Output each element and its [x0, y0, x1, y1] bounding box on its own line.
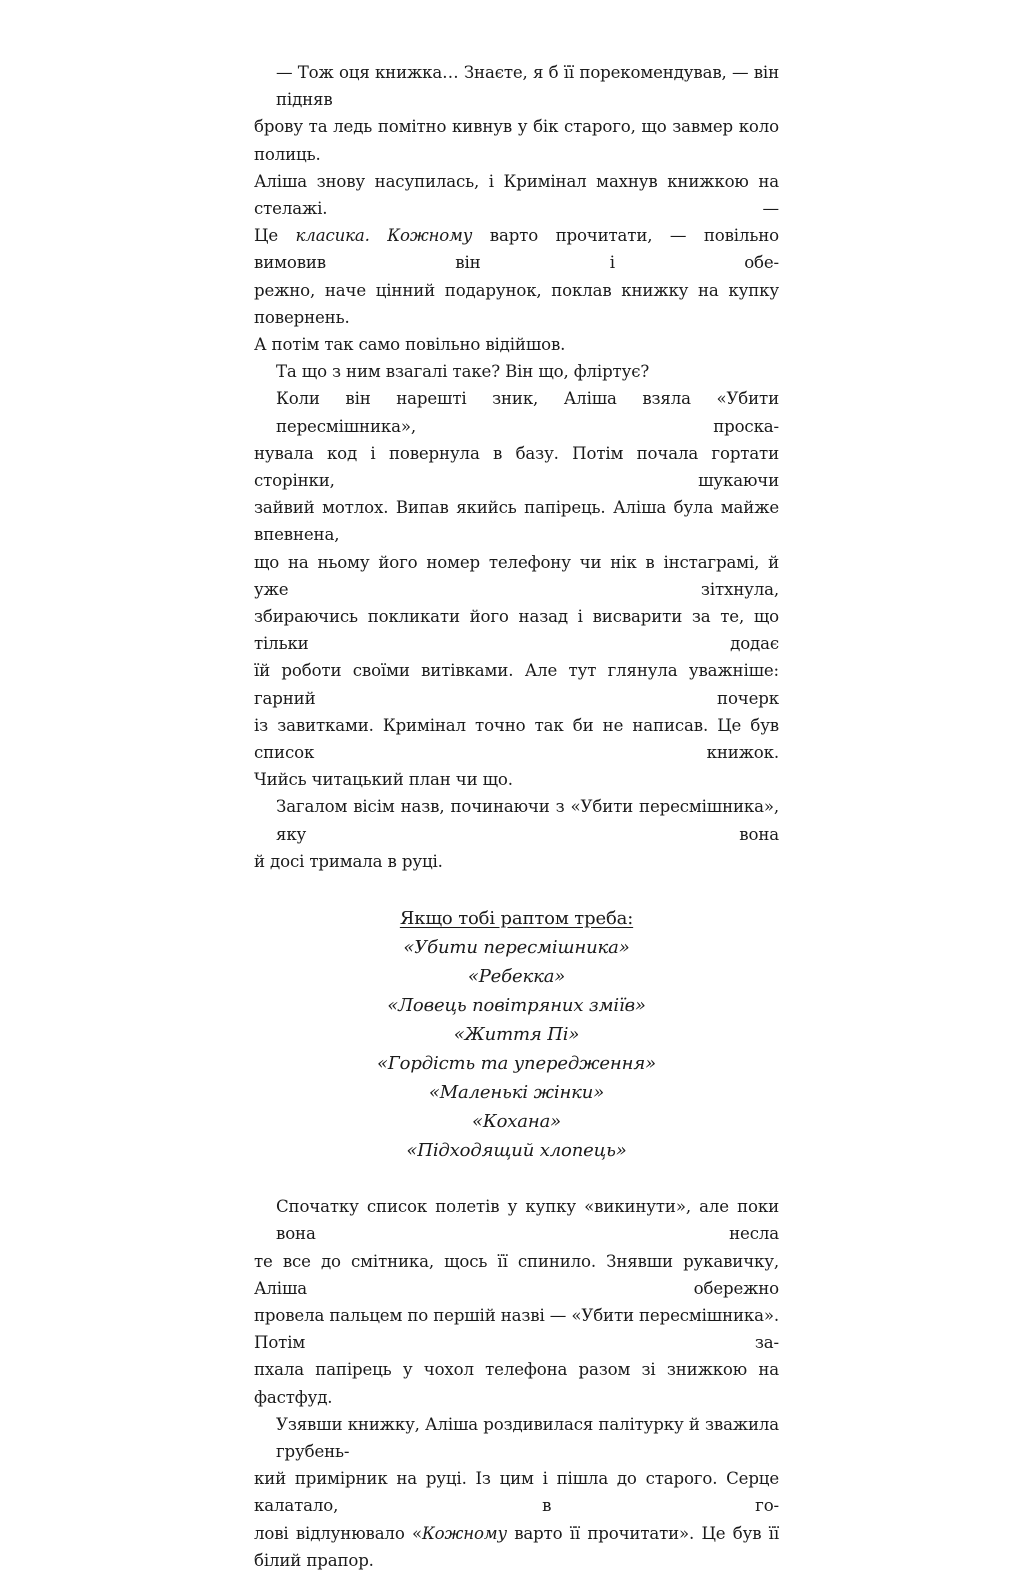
book-list [254, 904, 779, 1165]
text-line: провела пальцем по першій назві — «Убити пересмішника». Потім за- [254, 1305, 779, 1353]
text-line: пхала папірець у чохол телефона разом зі знижкою на фастфуд. [254, 1360, 779, 1407]
text-line: із завитками. Кримінал точно так би не написав. Це був список книжок. [254, 715, 779, 763]
text-line: — Тож оця книжка… Знаєте, я б її порекомендував, — він підняв [276, 63, 779, 110]
paragraph [254, 1411, 779, 1574]
text-line: те все до смітника, щось її спинило. Знявши рукавичку, Аліша обережно [254, 1251, 779, 1298]
paragraph [254, 385, 779, 793]
text-line: кий примірник на руці. Із цим і пішла до старого. Серце калатало, в го- [254, 1469, 779, 1516]
book-list-item: «Кохана» [471, 1111, 562, 1133]
paragraph [254, 358, 779, 385]
text-line: й досі тримала в руці. [254, 851, 443, 871]
book-list-item: «Підходящий хлопець» [406, 1140, 627, 1162]
book-list-item: «Маленькі жінки» [428, 1082, 605, 1104]
text-line: Узявши книжку, Аліша роздивилася палітурку й зважила грубень- [276, 1414, 779, 1461]
book-list-heading: Якщо тобі раптом треба: [399, 908, 634, 930]
text-line: А потім так само повільно відійшов. [254, 335, 566, 355]
text-line: Та що з ним взагалі таке? Він що, фліртує? [276, 362, 650, 382]
text-line: Це класика. Кожному варто прочитати, — повільно вимовив він і обе- [254, 226, 779, 273]
book-list-item: «Гордість та упередження» [377, 1053, 656, 1075]
text-line: режно, наче цінний подарунок, поклав книжку на купку повернень. [254, 280, 779, 327]
text-line: Аліша знову насупилась, і Кримінал махнув книжкою на стелажі. — [254, 171, 779, 219]
book-list-item: «Убити пересмішника» [403, 937, 630, 959]
text-line: лові відлунювало «Кожному варто її прочитати». Це був її білий прапор. [254, 1523, 779, 1570]
book-page [254, 59, 779, 1574]
book-list-item: «Ловець повітряних зміїв» [387, 995, 646, 1017]
text-line: Спочатку список полетів у купку «викинути», але поки вона несла [276, 1197, 779, 1244]
paragraph [254, 793, 779, 875]
text-line: нувала код і повернула в базу. Потім почала гортати сторінки, шукаючи [254, 443, 779, 491]
body-text-bottom [254, 1193, 779, 1574]
text-line: Коли він нарешті зник, Аліша взяла «Убити пересмішника», проска- [276, 389, 779, 436]
text-line: брову та ледь помітно кивнув у бік старого, що завмер коло полиць. [254, 117, 779, 164]
book-list-item: «Ребекка» [467, 966, 566, 988]
text-line: збираючись покликати його назад і висварити за те, що тільки додає [254, 607, 779, 654]
text-line: Чийсь читацький план чи що. [254, 770, 513, 790]
text-line: зайвий мотлох. Випав якийсь папірець. Аліша була майже впевнена, [254, 498, 779, 545]
paragraph [254, 1193, 779, 1411]
book-list-item: «Життя Пі» [453, 1024, 580, 1046]
paragraph [254, 59, 779, 358]
text-line: що на ньому його номер телефону чи нік в інстаграмі, й уже зітхнула, [254, 552, 779, 599]
body-text-top [254, 59, 779, 875]
text-line: Загалом вісім назв, починаючи з «Убити пересмішника», яку вона [276, 797, 779, 844]
text-line: їй роботи своїми витівками. Але тут глянула уважніше: гарний почерк [254, 661, 779, 708]
